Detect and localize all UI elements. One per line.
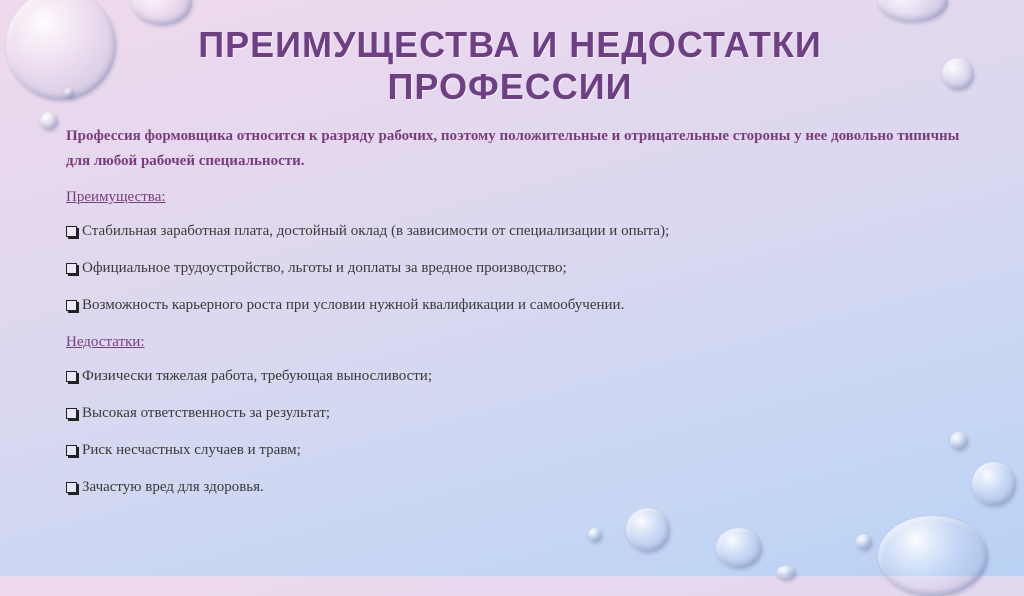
disadvantages-heading: Недостатки:	[66, 334, 145, 350]
water-drop-decoration	[878, 516, 988, 596]
checkbox-square-icon	[66, 445, 77, 456]
list-item	[66, 402, 966, 424]
water-drop-decoration	[40, 112, 58, 130]
list-item-text: Возможность карьерного роста при условии нужной квалификации и самообучении.	[82, 297, 625, 313]
slide-title-line2: ПРОФЕССИИ	[387, 66, 633, 107]
list-item-text: Официальное трудоустройство, льготы и доплаты за вредное производство;	[82, 260, 567, 276]
list-item	[66, 294, 966, 316]
water-drop-decoration	[132, 0, 192, 25]
water-drop-decoration	[942, 58, 974, 90]
water-drop-decoration	[588, 528, 602, 542]
water-drop-decoration	[716, 528, 762, 568]
water-drop-decoration	[878, 0, 948, 22]
water-drop-decoration	[626, 508, 670, 552]
checkbox-square-icon	[66, 371, 77, 382]
list-item	[66, 439, 966, 461]
water-drop-decoration	[776, 566, 796, 580]
list-item-text: Риск несчастных случаев и травм;	[82, 442, 301, 458]
water-drop-decoration	[856, 534, 872, 550]
list-item-text: Физически тяжелая работа, требующая выносливости;	[82, 368, 433, 384]
list-item	[66, 220, 966, 242]
list-item-text: Зачастую вред для здоровья.	[82, 479, 264, 495]
water-drop-decoration	[972, 462, 1016, 506]
checkbox-square-icon	[66, 300, 77, 311]
slide-body	[66, 124, 966, 513]
water-drop-decoration	[6, 0, 116, 100]
checkbox-square-icon	[66, 408, 77, 419]
intro-paragraph: Профессия формовщика относится к разряду рабочих, поэтому положительные и отрицательные стороны у нее довольно типичны для любой рабочей специальности.	[66, 128, 960, 169]
advantages-heading: Преимущества:	[66, 189, 166, 205]
checkbox-square-icon	[66, 263, 77, 274]
slide-title-line1: ПРЕИМУЩЕСТВА И НЕДОСТАТКИ	[198, 24, 822, 65]
list-item	[66, 257, 966, 279]
slide-title	[110, 24, 910, 108]
checkbox-square-icon	[66, 226, 77, 237]
list-item-text: Высокая ответственность за результат;	[82, 405, 331, 421]
water-drop-decoration	[64, 88, 74, 98]
list-item	[66, 476, 966, 498]
checkbox-square-icon	[66, 482, 77, 493]
list-item-text: Стабильная заработная плата, достойный оклад (в зависимости от специализации и опыта);	[82, 223, 670, 239]
list-item	[66, 365, 966, 387]
